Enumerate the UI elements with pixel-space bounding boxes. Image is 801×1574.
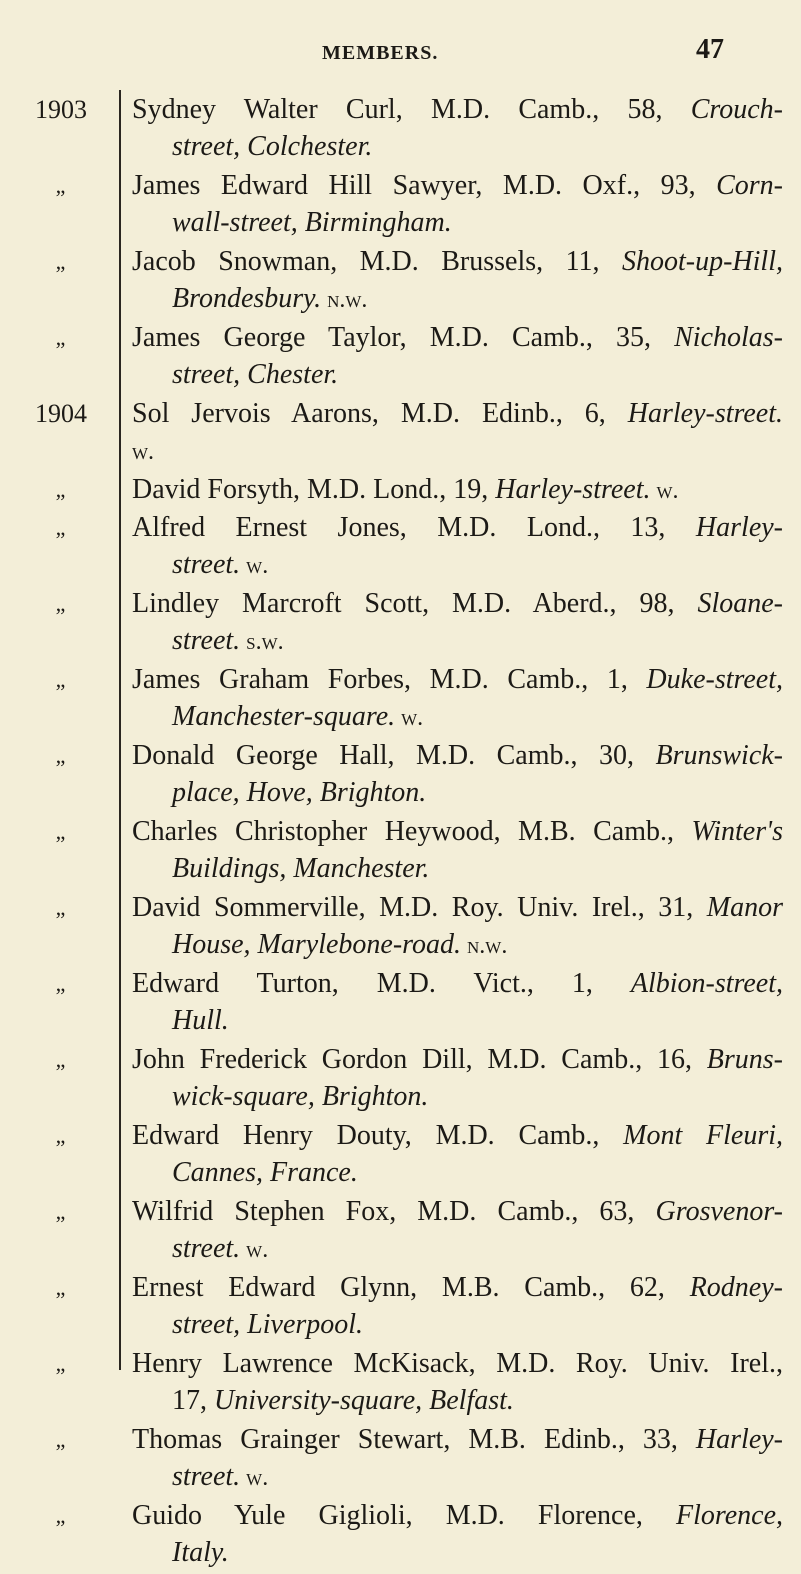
entry-line-1 [132,814,783,850]
election-year: „ [55,971,67,996]
address-italic: Italy. [172,1537,229,1568]
member-entry [0,510,801,586]
entry-line-2 [132,1382,783,1420]
member-entry [0,738,801,814]
election-year: „ [55,1047,67,1072]
election-year: „ [55,1123,67,1148]
member-name-degree: Sol Jervois Aarons, M.D. Edinb., 6, [132,398,628,429]
address-italic: Hull. [172,1005,229,1036]
address-italic: street. [172,1461,241,1492]
entry-line-2 [132,1078,783,1116]
page-number: 47 [696,34,724,65]
entry-line-1 [132,168,783,204]
address-italic: Brondesbury. [172,283,322,314]
address-italic: Harley- [695,1424,783,1455]
entry-line-1 [132,1270,783,1306]
entry-line-2 [132,128,783,166]
postal-district: s.w. [240,629,284,655]
address-italic: House, Marylebone-road. [172,929,462,960]
member-name-degree: Donald George Hall, M.D. Camb., 30, [132,740,656,771]
address-italic: Corn- [716,170,783,201]
entry-line-2 [132,698,783,737]
entry-text [132,1194,783,1269]
election-year: „ [55,1275,67,1300]
entry-line-1 [132,1498,783,1534]
member-name-degree: Alfred Ernest Jones, M.D. Lond., 13, [132,512,696,543]
entry-line-1 [132,1118,783,1154]
member-name-degree: Guido Yule Giglioli, M.D. Florence, [132,1500,676,1531]
postal-district: w. [395,705,424,731]
house-number: 17, [172,1385,214,1416]
entry-line-2 [132,1154,783,1192]
entry-text [132,966,783,1040]
entry-line-1 [132,966,783,1002]
member-list [0,92,801,1574]
address-italic: Duke-street, [646,664,783,695]
address-italic: Shoot-up-Hill, [622,246,783,277]
entry-text [132,320,783,394]
entry-text [132,1042,783,1116]
address-italic: street. [172,625,241,656]
entry-line-2 [132,1306,783,1344]
election-year: „ [55,1427,67,1452]
member-entry [0,1270,801,1346]
entry-text [132,1346,783,1420]
member-entry [0,966,801,1042]
member-entry [0,890,801,966]
address-italic: Albion-street, [630,968,783,999]
entry-text [132,1270,783,1344]
running-title: MEMBERS. [322,42,439,64]
entry-text [132,1118,783,1192]
entry-text [132,662,783,737]
address-italic: Nicholas- [674,322,783,353]
address-italic: street, Chester. [172,359,339,390]
address-italic: place, Hove, Brighton. [172,777,427,808]
election-year: „ [55,1351,67,1376]
election-year: 1903 [35,95,87,124]
address-italic: Winter's [691,816,783,847]
entry-text [132,890,783,965]
election-year: 1904 [35,399,87,428]
entry-text [132,586,783,661]
member-name-degree: James George Taylor, M.D. Camb., 35, [132,322,675,353]
page-header [0,30,801,70]
entry-line-1 [132,472,783,509]
member-name-degree: Lindley Marcroft Scott, M.D. Aberd., 98, [132,588,698,619]
address-italic: Crouch- [690,94,783,125]
member-entry [0,168,801,244]
postal-district: w. [240,1465,269,1491]
election-year: „ [55,1503,67,1528]
election-year: „ [55,895,67,920]
entry-line-2 [132,280,783,319]
entry-text [132,168,783,242]
address-italic: Harley-street. [627,398,783,429]
entry-line-2 [132,926,783,965]
member-name-degree: Wilfrid Stephen Fox, M.D. Camb., 63, [132,1196,656,1227]
entry-line-2 [132,1002,783,1040]
member-entry [0,662,801,738]
address-italic: wall-street, Birmingham. [172,207,452,238]
address-italic: Rodney- [689,1272,783,1303]
entry-line-1 [132,396,783,432]
entry-text [132,738,783,812]
address-italic: Buildings, Manchester. [172,853,430,884]
member-name-degree: Charles Christopher Heywood, M.B. Camb., [132,816,692,847]
address-italic: Manor [706,892,783,923]
postal-district: n.w. [321,287,368,313]
entry-text [132,1498,783,1572]
election-year: „ [55,743,67,768]
election-year: „ [55,515,67,540]
entry-line-1 [132,1194,783,1230]
entry-line-1 [132,738,783,774]
entry-line-1 [132,1422,783,1458]
election-year: „ [55,249,67,274]
member-entry [0,1422,801,1498]
member-entry [0,814,801,890]
member-entry [0,1498,801,1574]
member-entry [0,92,801,168]
entry-line-2 [132,850,783,888]
entry-line-1 [132,586,783,622]
entry-line-1 [132,662,783,698]
member-name-degree: Edward Henry Douty, M.D. Camb., [132,1120,624,1151]
member-entry [0,472,801,510]
member-name-degree: Edward Turton, M.D. Vict., 1, [132,968,631,999]
address-italic: Harley- [695,512,783,543]
entry-text [132,472,783,509]
entry-line-1 [132,244,783,280]
entry-line-2 [132,1230,783,1269]
postal-district: w. [240,553,269,579]
address-italic: Mont Fleuri, [623,1120,783,1151]
member-name-degree: James Graham Forbes, M.D. Camb., 1, [132,664,647,695]
election-year: „ [55,667,67,692]
member-name-degree: Jacob Snowman, M.D. Brussels, 11, [132,246,622,277]
address-italic: Harley-street. [495,474,651,505]
election-year: „ [55,819,67,844]
election-year: „ [55,477,67,502]
member-entry [0,1118,801,1194]
address-italic: wick-square, Brighton. [172,1081,429,1112]
member-entry [0,320,801,396]
address-italic: Manchester-square. [172,701,396,732]
member-name-degree: James Edward Hill Sawyer, M.D. Oxf., 93, [132,170,717,201]
member-name-degree: John Frederick Gordon Dill, M.D. Camb., 16, [132,1044,707,1075]
entry-text [132,1422,783,1497]
entry-text [132,244,783,319]
postal-district: w. [240,1237,269,1263]
entry-line-2 [132,204,783,242]
address-italic: street, Liverpool. [172,1309,364,1340]
entry-line-1 [132,1346,783,1382]
entry-line-2 [132,432,783,471]
address-italic: street. [172,549,241,580]
entry-line-2 [132,622,783,661]
entry-line-1 [132,320,783,356]
member-entry [0,1042,801,1118]
member-entry [0,1194,801,1270]
address-italic: Bruns- [706,1044,783,1075]
election-year: „ [55,1199,67,1224]
entry-line-2 [132,546,783,585]
postal-district: n.w. [461,933,508,959]
entry-line-2 [132,774,783,812]
election-year: „ [55,591,67,616]
member-name-degree: Henry Lawrence McKisack, M.D. Roy. Univ. Irel., [132,1348,783,1379]
member-entry [0,1346,801,1422]
entry-line-2 [132,1534,783,1572]
postal-district: w. [650,478,679,504]
member-entry [0,396,801,472]
address-italic: street, Colchester. [172,131,373,162]
entry-line-1 [132,92,783,128]
election-year: „ [55,173,67,198]
member-name-degree: David Forsyth, M.D. Lond., 19, [132,474,496,505]
address-italic: Cannes, France. [172,1157,358,1188]
entry-line-2 [132,1458,783,1497]
entry-line-1 [132,890,783,926]
address-italic: Grosvenor- [655,1196,783,1227]
entry-text [132,814,783,888]
member-name-degree: Ernest Edward Glynn, M.B. Camb., 62, [132,1272,690,1303]
entry-text [132,396,783,471]
entry-line-2 [132,356,783,394]
member-entry [0,244,801,320]
member-entry [0,586,801,662]
address-italic: Florence, [675,1500,783,1531]
entry-text [132,510,783,585]
postal-district: w. [132,439,155,465]
member-name-degree: Thomas Grainger Stewart, M.B. Edinb., 33, [132,1424,696,1455]
address-italic: Sloane- [697,588,783,619]
member-name-degree: David Sommerville, M.D. Roy. Univ. Irel., 31, [132,892,707,923]
member-name-degree: Sydney Walter Curl, M.D. Camb., 58, [132,94,691,125]
address-italic: University-square, Belfast. [214,1385,514,1416]
address-italic: Brunswick- [655,740,783,771]
entry-text [132,92,783,166]
entry-line-1 [132,510,783,546]
election-year: „ [55,325,67,350]
address-italic: street. [172,1233,241,1264]
entry-line-1 [132,1042,783,1078]
